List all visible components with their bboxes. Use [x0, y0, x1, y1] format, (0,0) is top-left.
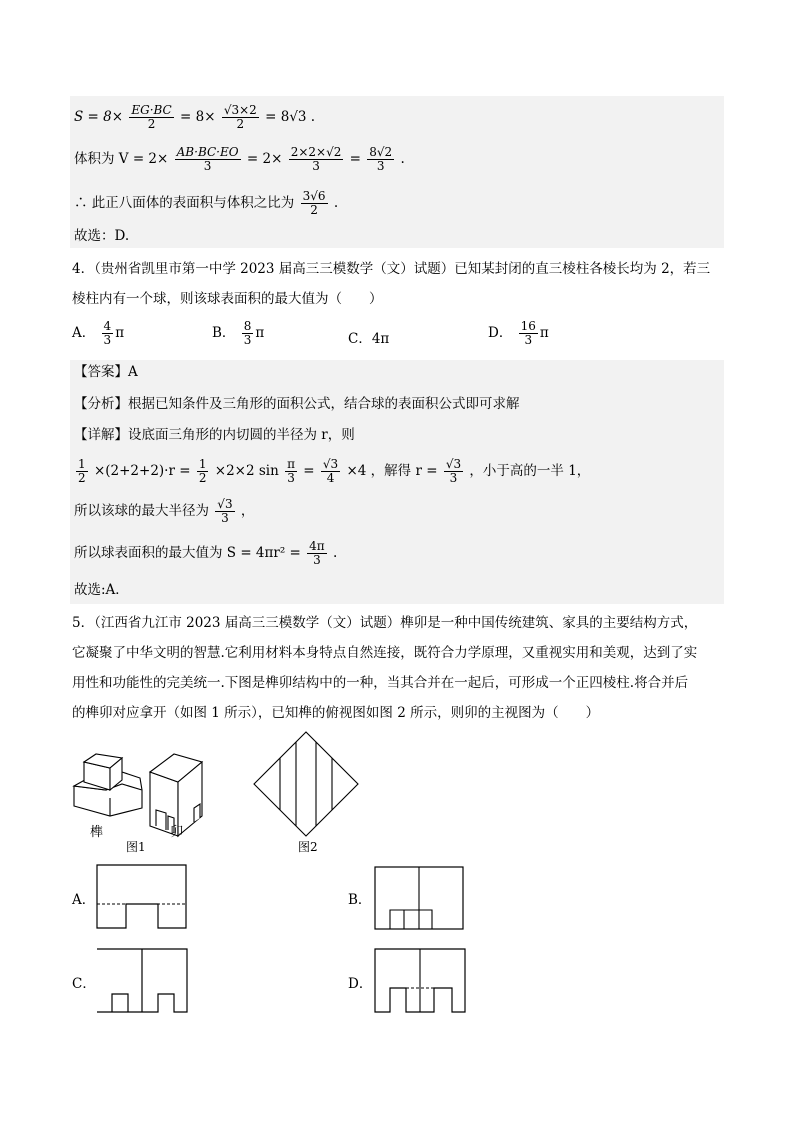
- q5-option-d-figure[interactable]: [374, 948, 468, 1014]
- fraction: $\frac{2\times 2\times√2}{3}$: [290, 145, 342, 173]
- surface-area-equation: S = 8× $\frac{EG\cdot BC}{2}$ = 8× $\frac{√3\times 2}{2}$ = 8√3 .: [74, 103, 316, 131]
- q4-detail: 【详解】设底面三角形的内切圆的半径为 r，则: [74, 427, 355, 443]
- fraction: $\frac{1}{2}$: [198, 457, 207, 485]
- q5-option-c-label[interactable]: C．: [72, 976, 96, 992]
- volume-equation: 体积为 V = 2× $\frac{AB\cdot BC\cdot EO}{3}$ = 2× $\frac{2\times 2\times√2}{3}$ = $\frac{8√2}{3}$ .: [74, 145, 405, 173]
- q5-option-a-label[interactable]: A．: [72, 892, 96, 908]
- q4-analysis: 【分析】根据已知条件及三角形的面积公式，结合球的表面积公式即可求解: [74, 396, 520, 412]
- fraction: $\frac{√3}{4}$: [322, 457, 339, 485]
- previous-choice: 故选：D.: [74, 228, 130, 244]
- question-4-stem: 4．（贵州省凯里市第一中学 2023 届高三三模数学（文）试题）已知某封闭的直三棱柱各棱长均为 2，若三 棱柱内有一个球，则该球表面积的最大值为（ ）: [72, 261, 711, 307]
- fraction: $\frac{4\pi}{3}$: [309, 539, 325, 567]
- q4-choice: 故选:A．: [74, 582, 129, 598]
- q4-max-surface-area: 所以球表面积的最大值为 S = 4πr² = $\frac{4\pi}{3}$ .: [74, 539, 338, 567]
- q4-answer: 【答案】A: [74, 364, 138, 380]
- q4-option-c[interactable]: C．4π: [348, 331, 390, 347]
- q5-option-c-figure[interactable]: [96, 948, 190, 1014]
- q5-option-a-figure[interactable]: [96, 864, 188, 930]
- fraction: $\frac{\pi}{3}$: [287, 457, 295, 485]
- figure-2-top-view: [252, 730, 362, 840]
- q4-inradius-equation: $\frac{1}{2}$ ×(2+2+2)·r = $\frac{1}{2}$ ×2×2 sin $\frac{\pi}{3}$ = $\frac{√3}{4}$ ×4 ，解得 r = $\frac{√3}{3}$ ，小于高的一半 1，: [78, 457, 591, 485]
- fraction: $\frac{√3}{3}$: [445, 457, 462, 485]
- fraction: $\frac{8√2}{3}$: [369, 145, 393, 173]
- fraction: $\frac{3√6}{2}$: [302, 189, 326, 217]
- ratio-conclusion: ∴ 此正八面体的表面积与体积之比为 $\frac{3√6}{2}$ .: [74, 189, 339, 217]
- figure-1-tenon-mortise: [70, 738, 220, 838]
- q5-option-b-label[interactable]: B．: [348, 892, 372, 908]
- fraction: $\frac{4}{3}$: [103, 319, 112, 347]
- fraction: $\frac{EG\cdot BC}{2}$: [131, 103, 172, 131]
- fraction: $\frac{√3}{3}$: [217, 497, 233, 525]
- fraction: $\frac{16}{3}$: [520, 319, 536, 347]
- fraction: $\frac{1}{2}$: [78, 457, 86, 485]
- figure-1-caption: 图1: [126, 840, 146, 854]
- fraction: $\frac{AB\cdot BC\cdot EO}{3}$: [176, 145, 239, 173]
- tenon-label: 榫: [90, 825, 104, 840]
- figure-2-caption: 图2: [298, 840, 318, 854]
- q5-option-b-figure[interactable]: [374, 866, 466, 932]
- q4-option-b[interactable]: B． $\frac{8}{3}$ π: [212, 319, 265, 347]
- q5-option-d-label[interactable]: D．: [348, 976, 373, 992]
- mortise-label: 卯: [170, 825, 184, 840]
- q4-option-a[interactable]: A． $\frac{4}{3}$ π: [72, 319, 125, 347]
- question-5-stem: 5．（江西省九江市 2023 届高三三模数学（文）试题）榫卯是一种中国传统建筑、家具的主要结构方式， 它凝聚了中华文明的智慧.它利用材料本身特点自然连接，既符合力学原理，又重视实用和美观，达到了实 用性和功能性的完美统一.下图是榫卯结构中的一种，当其合并在一起后，可形成一个正四棱柱.将合并后 的榫卯对应拿开（如图 1 所示），已知榫的俯视图如图 2 所示，则卯的主视图为（ ）: [72, 615, 698, 721]
- q4-option-d[interactable]: D． $\frac{16}{3}$ π: [488, 319, 549, 347]
- fraction: $\frac{8}{3}$: [243, 319, 252, 347]
- fraction: $\frac{√3\times 2}{2}$: [223, 103, 257, 131]
- q4-max-radius: 所以该球的最大半径为 $\frac{√3}{3}$ ，: [74, 497, 255, 525]
